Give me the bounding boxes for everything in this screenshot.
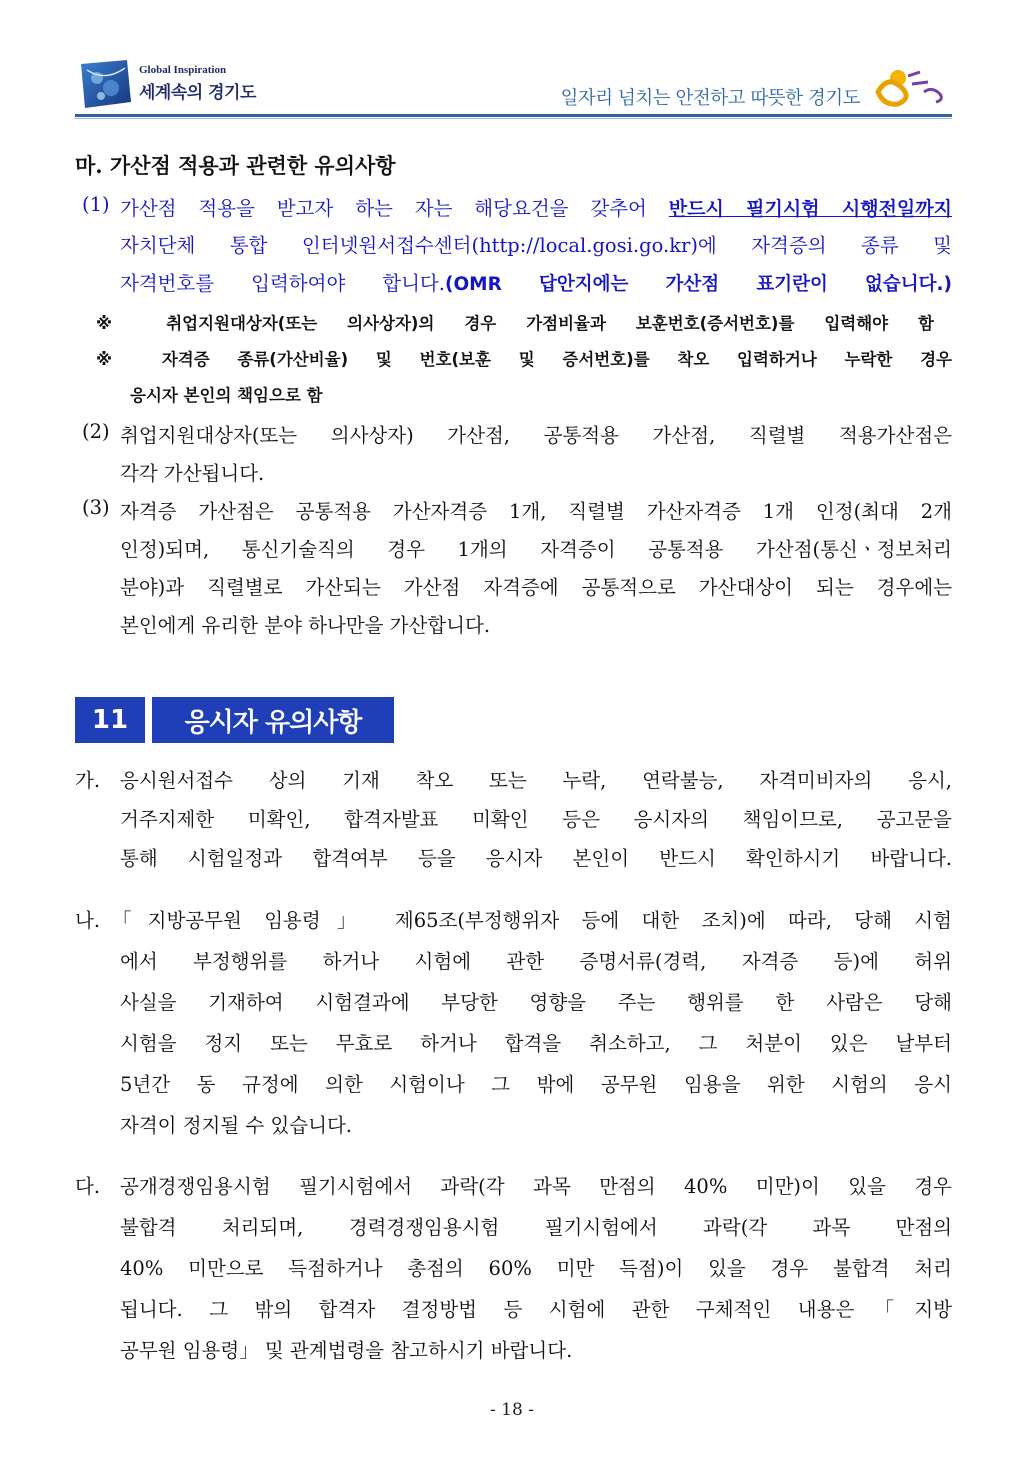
gyeonggi-logo — [75, 56, 315, 114]
gyeonggi-mascot-logo-icon — [868, 62, 952, 108]
note-1: ※ 취업지원대상자(또는 의사상자)의 경우 가점비율과 보훈번호(증서번호)를 입력해야 함 — [96, 314, 934, 333]
da-line-1: 공개경쟁임용시험 필기시험에서 과락(각 과목 만점의 40% 미만)이 있을 경우 — [120, 1175, 952, 1198]
globe-logo-icon — [79, 58, 133, 110]
header-divider-thin — [75, 118, 952, 119]
na-line-5: 5년간 동 규정에 의한 시험이나 그 밖에 공무원 임용을 위한 시험의 응시 — [120, 1073, 952, 1096]
item-1-text: 자격번호를 입력하여야 합니다. — [120, 272, 445, 295]
logo-title: 세계속의 경기도 — [139, 83, 256, 103]
item-3-line-2: 인정)되며, 통신기술직의 경우 1개의 자격증이 공통적용 가산점(통신ㆍ정보처리 — [120, 538, 952, 561]
ga-line-3: 통해 시험일정과 합격여부 등을 응시자 본인이 반드시 확인하시기 바랍니다. — [120, 847, 952, 870]
item-1-text: 가산점 적용을 받고자 하는 자는 해당요건을 갖추어 — [120, 197, 669, 220]
da-line-3: 40% 미만으로 득점하거나 총점의 60% 미만 득점)이 있을 경우 불합격 처리 — [120, 1257, 952, 1280]
item-1-line-3 — [120, 268, 952, 298]
item-1-notice: (OMR 답안지에는 가산점 표기란이 없습니다.) — [444, 274, 952, 295]
item-3-line-4: 본인에게 유리한 분야 하나만을 가산합니다. — [120, 614, 491, 637]
section-title-badge: 응시자 유의사항 — [152, 697, 394, 743]
list-label: 다. — [75, 1175, 101, 1198]
logo-subtitle: Global Inspiration — [139, 64, 227, 76]
item-number: (1) — [82, 193, 110, 216]
item-2-line-2: 각각 가산됩니다. — [120, 462, 265, 485]
header-divider — [75, 114, 952, 117]
na-line-1: 「지방공무원 임용령」 제65조(부정행위자 등에 대한 조치)에 따라, 당해 시험 — [112, 909, 952, 932]
list-label: 가. — [75, 769, 101, 792]
note-2-line-2: 응시자 본인의 책임으로 함 — [130, 386, 323, 405]
list-label: 나. — [75, 909, 101, 932]
da-line-2: 불합격 처리되며, 경력경쟁임용시험 필기시험에서 과락(각 과목 만점의 — [120, 1216, 952, 1239]
page-number: - 18 - — [490, 1400, 534, 1420]
item-1-line-1 — [120, 193, 952, 223]
section-number-badge: 11 — [75, 697, 145, 743]
da-line-5: 공무원 임용령」 및 관계법령을 참고하시기 바랍니다. — [120, 1339, 573, 1362]
note-2-line-1: ※ 자격증 종류(가산비율) 및 번호(보훈 및 증서번호)를 착오 입력하거나 누락한 경우 — [96, 350, 952, 369]
item-number: (3) — [82, 496, 110, 519]
na-line-2: 에서 부정행위를 하거나 시험에 관한 증명서류(경력, 자격증 등)에 허위 — [120, 950, 952, 973]
ga-line-2: 거주지제한 미확인, 합격자발표 미확인 등은 응시자의 책임이므로, 공고문을 — [120, 808, 952, 831]
item-1-emphasis: 반드시 필기시험 시행전일까지 — [668, 198, 952, 220]
na-line-3: 사실을 기재하여 시험결과에 부당한 영향을 주는 행위를 한 사람은 당해 — [120, 991, 952, 1014]
na-line-4: 시험을 정지 또는 무효로 하거나 합격을 취소하고, 그 처분이 있은 날부터 — [120, 1032, 952, 1055]
da-line-4: 됩니다. 그 밖의 합격자 결정방법 등 시험에 관한 구체적인 내용은「지방 — [120, 1298, 952, 1321]
item-number: (2) — [82, 420, 110, 443]
item-3-line-1: 자격증 가산점은 공통적용 가산자격증 1개, 직렬별 가산자격증 1개 인정(최대 2개 — [120, 500, 952, 523]
section-heading: 마. 가산점 적용과 관련한 유의사항 — [75, 153, 396, 178]
page-header — [75, 56, 952, 116]
item-1-line-2: 자치단체 통합 인터넷원서접수센터(http://local.gosi.go.kr)에 자격증의 종류 및 — [120, 234, 952, 257]
item-2-line-1: 취업지원대상자(또는 의사상자) 가산점, 공통적용 가산점, 직렬별 적용가산점은 — [120, 424, 952, 447]
ga-line-1: 응시원서접수 상의 기재 착오 또는 누락, 연락불능, 자격미비자의 응시, — [120, 769, 952, 792]
item-3-line-3: 분야)과 직렬별로 가산되는 가산점 자격증에 공통적으로 가산대상이 되는 경우에는 — [120, 576, 952, 599]
na-line-6: 자격이 정지될 수 있습니다. — [120, 1114, 353, 1137]
header-slogan: 일자리 넘치는 안전하고 따뜻한 경기도 — [560, 88, 860, 109]
